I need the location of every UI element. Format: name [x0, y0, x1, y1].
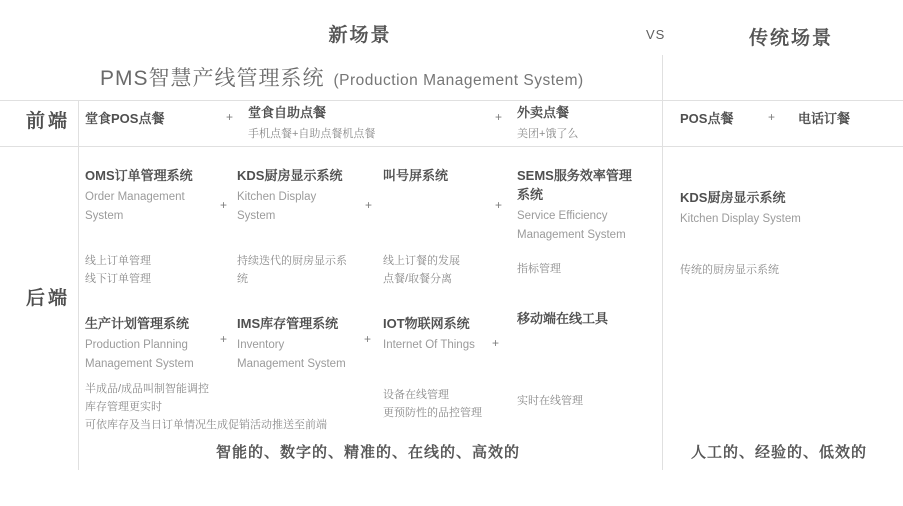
back2-pp-notes [85, 380, 430, 434]
back1-item-kds-en: Kitchen Display System [237, 191, 317, 222]
divider-top [0, 100, 903, 101]
back1-item-kds-title: KDS厨房显示系统 [237, 168, 343, 183]
plus-sign: + [768, 110, 776, 124]
back2-item-iot-en: Internet Of Things [383, 339, 475, 351]
back2-item-production-planning [85, 314, 228, 374]
plus-sign: + [365, 198, 373, 212]
front-item-pos-traditional: POS点餐 [680, 111, 734, 126]
back1-item-oms [85, 166, 220, 226]
front-row-label: 前端 [26, 111, 71, 132]
back2-item-pp-en: Production Planning Management System [85, 339, 194, 370]
note-line: 库存管理更实时 [85, 401, 162, 413]
new-scene-summary: 智能的、数字的、精准的、在线的、高效的 [215, 444, 520, 461]
back1-item-sems [517, 166, 647, 245]
plus-sign: + [226, 110, 234, 124]
note-line: 点餐/取餐分离 [383, 273, 453, 285]
back1-item-oms-title: OMS订单管理系统 [85, 168, 193, 183]
plus-sign: + [220, 332, 228, 346]
back1-traditional-kds-title: KDS厨房显示系统 [680, 190, 786, 205]
new-scene-title: 新场景 [328, 25, 392, 46]
note-line: 设备在线管理 [383, 389, 449, 401]
back1-queue-notes [383, 252, 460, 288]
plus-sign: + [364, 332, 372, 346]
back2-mobile-note: 实时在线管理 [517, 395, 583, 407]
back1-item-oms-en: Order Management System [85, 191, 185, 222]
front-item-self-order-subtitle: 手机点餐+自助点餐机点餐 [248, 128, 376, 140]
pms-subtitle: (Production Management System) [333, 72, 584, 89]
back2-item-mobile-tools-title: 移动端在线工具 [517, 311, 609, 326]
note-line: 可依库存及当日订单情况生成促销活动推送至前端 [85, 419, 327, 431]
pms-heading [100, 62, 584, 92]
plus-sign: + [492, 336, 500, 350]
back1-traditional-kds [680, 188, 801, 229]
back2-item-ims-title: IMS库存管理系统 [237, 316, 339, 331]
front-item-delivery [517, 103, 578, 143]
divider-label-column [78, 100, 79, 470]
vs-label: VS [646, 27, 666, 42]
back2-item-ims-en: Inventory Management System [237, 339, 346, 370]
back1-item-sems-title: SEMS服务效率管理系统 [517, 168, 632, 202]
note-line: 更预防性的品控管理 [383, 407, 482, 419]
plus-sign: + [495, 198, 503, 212]
back2-iot-notes [383, 386, 482, 422]
back-row-label: 后端 [26, 288, 71, 309]
divider-front-back [0, 146, 903, 147]
divider-new-traditional [662, 55, 663, 470]
back2-item-iot-title: IOT物联网系统 [383, 316, 470, 331]
back1-item-kds [237, 166, 362, 226]
front-item-self-order [248, 103, 375, 143]
traditional-scene-summary: 人工的、经验的、低效的 [690, 444, 867, 461]
front-item-delivery-title: 外卖点餐 [517, 105, 570, 120]
back1-kds-note: 持续迭代的厨房显示系统 [237, 255, 347, 285]
pms-title: PMS智慧产线管理系统 [100, 67, 325, 90]
note-line: 线上订餐的发展 [383, 255, 460, 267]
note-line: 线上订单管理 [85, 255, 151, 267]
front-item-delivery-subtitle: 美团+饿了么 [517, 128, 579, 140]
back1-oms-notes [85, 252, 151, 288]
back2-item-pp-title: 生产计划管理系统 [85, 316, 190, 331]
traditional-scene-title: 传统场景 [748, 28, 833, 49]
note-line: 线下订单管理 [85, 273, 151, 285]
back1-item-sems-en: Service Efficiency Management System [517, 210, 626, 241]
front-item-dine-in-pos: 堂食POS点餐 [85, 111, 165, 126]
plus-sign: + [220, 198, 228, 212]
back2-item-ims [237, 314, 362, 374]
note-line: 半成品/成品叫制智能调控 [85, 383, 210, 395]
front-item-self-order-title: 堂食自助点餐 [248, 105, 327, 120]
back1-item-queue-screen-title: 叫号屏系统 [383, 168, 449, 183]
plus-sign: + [495, 110, 503, 124]
front-item-phone-order: 电话订餐 [798, 111, 851, 126]
back1-traditional-note: 传统的厨房显示系统 [680, 264, 779, 276]
back1-sems-note: 指标管理 [517, 263, 561, 275]
back1-traditional-kds-en: Kitchen Display System [680, 213, 801, 225]
